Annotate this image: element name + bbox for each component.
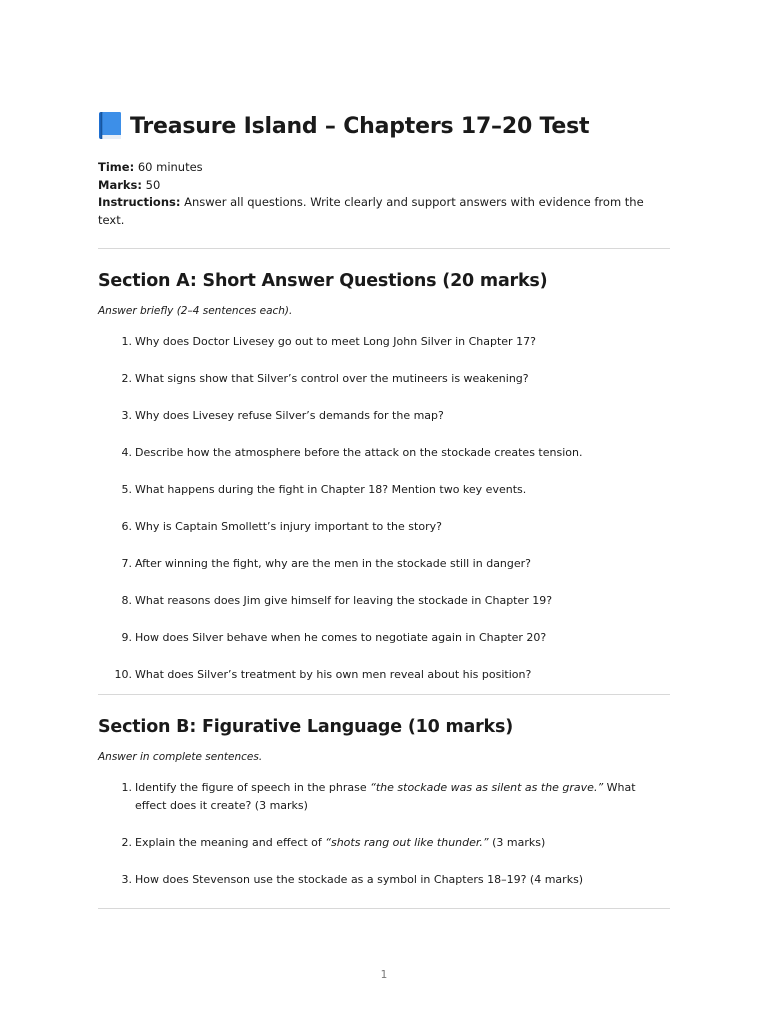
question-item [98, 629, 670, 647]
question-text: After winning the fight, why are the men in the stockade still in danger? [135, 557, 532, 570]
question-number: 10. [114, 668, 132, 681]
question-item [98, 444, 670, 462]
question-text-end: (3 marks) [488, 836, 546, 849]
marks-line [98, 177, 670, 195]
question-text: Identify the figure of speech in the phrase [135, 781, 371, 794]
section-b-questions [98, 779, 670, 889]
time-line [98, 159, 670, 177]
test-meta [98, 159, 670, 229]
section-a-title: Section A: Short Answer Questions (20 marks) [98, 271, 548, 291]
question-text: What happens during the fight in Chapter 18? Mention two key events. [135, 483, 527, 496]
question-text: What does Silver’s treatment by his own men reveal about his position? [135, 668, 532, 681]
question-number: 8. [121, 594, 132, 607]
title-text: Treasure Island – Chapters 17–20 Test [130, 113, 590, 139]
time-value: 60 minutes [137, 160, 203, 174]
question-item [98, 370, 670, 388]
section-b-note: Answer in complete sentences. [98, 751, 263, 763]
test-document [98, 108, 670, 909]
instructions-line [98, 194, 670, 229]
question-text: What signs show that Silver’s control over the mutineers is weakening? [135, 372, 529, 385]
question-item [98, 666, 670, 684]
question-item [98, 871, 670, 889]
blue-book-icon [98, 111, 124, 141]
question-item [98, 779, 670, 815]
instructions-label: Instructions: [98, 195, 181, 209]
quoted-phrase: “the stockade was as silent as the grave.” [370, 781, 604, 794]
question-item [98, 407, 670, 425]
question-text: Describe how the atmosphere before the attack on the stockade creates tension. [135, 446, 583, 459]
question-item [98, 555, 670, 573]
page-title [98, 108, 670, 144]
section-b-title: Section B: Figurative Language (10 marks) [98, 717, 513, 737]
question-number: 1. [121, 335, 132, 348]
marks-value: 50 [145, 177, 161, 192]
question-text: What reasons does Jim give himself for leaving the stockade in Chapter 19? [135, 594, 553, 607]
question-text: Why does Doctor Livesey go out to meet Long John Silver in Chapter 17? [135, 335, 536, 348]
question-item [98, 481, 670, 499]
time-label: Time: [98, 160, 135, 174]
question-item [98, 333, 670, 351]
question-number: 3. [121, 873, 132, 886]
divider [98, 694, 670, 695]
divider [98, 908, 670, 909]
question-number: 2. [121, 372, 132, 385]
question-number: 9. [121, 631, 132, 644]
question-text: How does Stevenson use the stockade as a symbol in Chapters 18–19? (4 marks) [135, 873, 584, 886]
question-text: How does Silver behave when he comes to negotiate again in Chapter 20? [135, 631, 547, 644]
question-item [98, 834, 670, 852]
question-number: 4. [121, 446, 132, 459]
question-number: 2. [121, 836, 132, 849]
question-item [98, 518, 670, 536]
question-text: Why does Livesey refuse Silver’s demands for the map? [135, 409, 444, 422]
question-number: 7. [121, 557, 132, 570]
question-text: Why is Captain Smollett’s injury important to the story? [135, 520, 442, 533]
question-text: Explain the meaning and effect of [135, 836, 326, 849]
marks-label: Marks: [98, 177, 142, 192]
page-number: 1 [380, 969, 388, 981]
divider [98, 248, 670, 249]
question-number: 1. [121, 781, 132, 794]
question-item [98, 592, 670, 610]
question-text-end: What effect does it create? (3 marks) [135, 781, 636, 812]
quoted-phrase: “shots rang out like thunder.” [325, 836, 489, 849]
section-a-note: Answer briefly (2–4 sentences each). [98, 305, 293, 317]
instructions-value: Answer all questions. Write clearly and support answers with evidence from the text. [98, 195, 644, 227]
section-a-questions [98, 333, 670, 684]
question-number: 5. [121, 483, 132, 496]
question-number: 3. [121, 409, 132, 422]
question-number: 6. [121, 520, 132, 533]
